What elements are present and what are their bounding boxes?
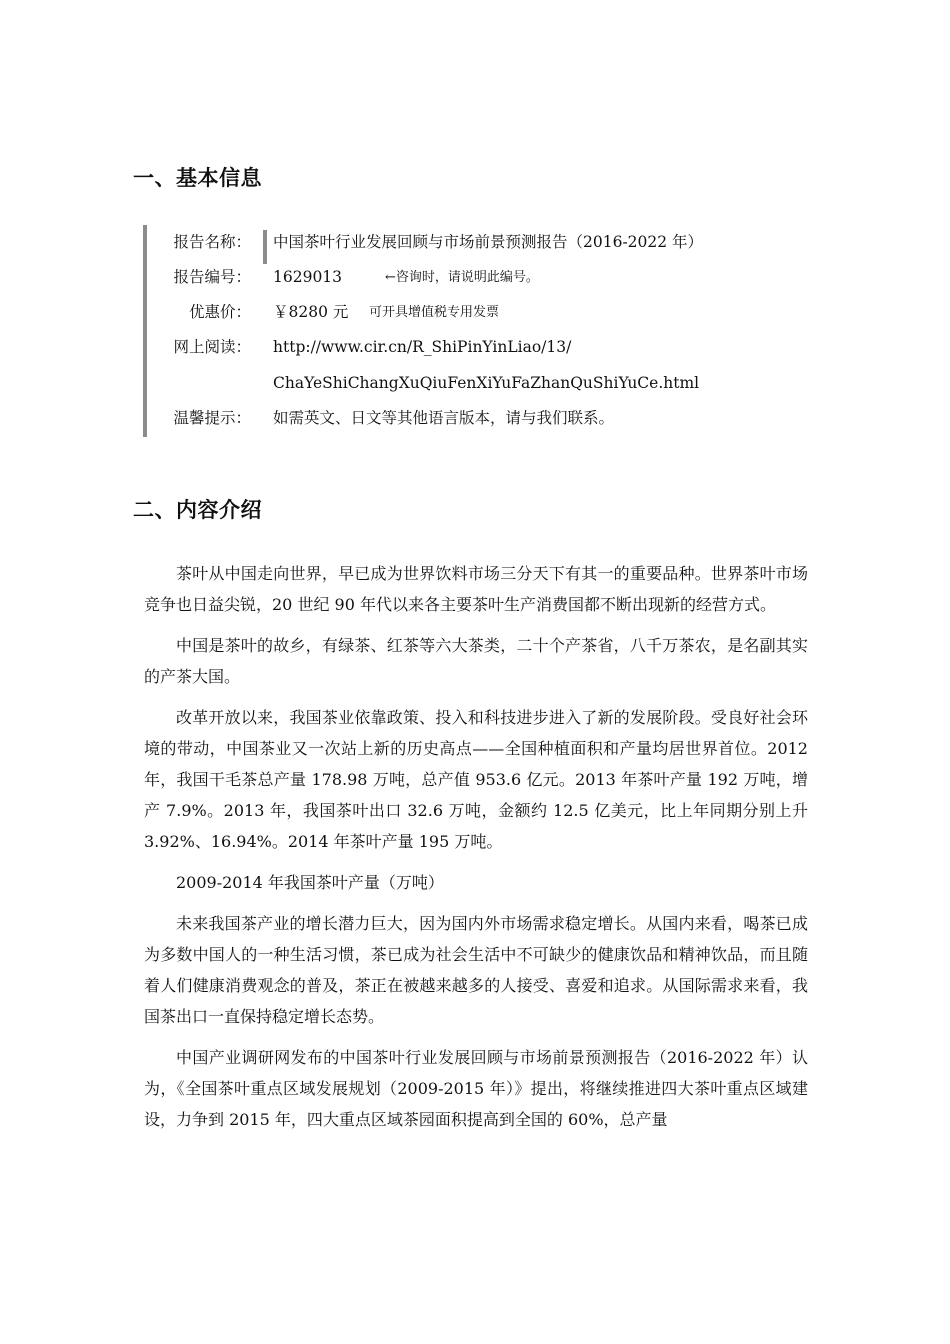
content-body [144, 558, 808, 1145]
price-value: ￥8280 元 [273, 303, 349, 321]
section-title-content-intro: 二、内容介绍 [133, 498, 262, 522]
paragraph-4: 未来我国茶产业的增长潜力巨大，因为国内外市场需求稳定增长。从国内来看，喝茶已成为多数中国人的一种生活习惯，茶已成为社会生活中不可缺少的健康饮品和精神饮品，而且随着人们健康消费观念的普及，茶正在被越来越多的人接受、喜爱和追求。从国际需求来看，我国茶出口一直保持稳定增长态势。 [144, 914, 808, 1026]
price-label: 优惠价： [188, 303, 251, 321]
tip-label: 温馨提示： [173, 409, 251, 427]
basic-info-box [143, 225, 787, 437]
report-name-value: 中国茶叶行业发展回顾与市场前景预测报告（2016-2022 年） [273, 233, 704, 251]
paragraph-3: 改革开放以来，我国茶业依靠政策、投入和科技进步进入了新的发展阶段。受良好社会环境的带动，中国茶业又一次站上新的历史高点——全国种植面积和产量均居世界首位。2012 年，我国干毛茶总产量 178.98 万吨，总产值 953.6 亿元。2013 年茶叶产量 192 万吨，增产 7.9%。2013 年，我国茶叶出口 32.6 万吨，金额约 12.5 亿美元，比上年同期分别上升 3.92%、16.94%。2014 年茶叶产量 195 万吨。 [144, 708, 808, 851]
section-title-basic-info: 一、基本信息 [133, 166, 262, 190]
report-number-label: 报告编号： [173, 268, 251, 286]
paragraph-1: 茶叶从中国走向世界，早已成为世界饮料市场三分天下有其一的重要品种。世界茶叶市场竞争也日益尖锐，20 世纪 90 年代以来各主要茶叶生产消费国都不断出现新的经营方式。 [144, 564, 808, 614]
report-number-note: ←咨询时，请说明此编号。 [385, 270, 539, 285]
online-read-label: 网上阅读： [173, 338, 251, 356]
online-read-url-line2[interactable]: ChaYeShiChangXuQiuFenXiYuFaZhanQuShiYuCe.html [273, 374, 700, 392]
figure-caption: 2009-2014 年我国茶叶产量（万吨） [176, 873, 444, 892]
value-accent-bar [263, 230, 267, 264]
online-read-url-line1[interactable]: http://www.cir.cn/R_ShiPinYinLiao/13/ [273, 338, 572, 356]
report-name-label: 报告名称： [173, 233, 251, 251]
tip-value: 如需英文、日文等其他语言版本，请与我们联系。 [273, 409, 615, 427]
report-number-value: 1629013 [273, 268, 343, 286]
paragraph-2: 中国是茶叶的故乡，有绿茶、红茶等六大茶类，二十个产茶省，八千万茶农，是名副其实的产茶大国。 [144, 636, 808, 686]
invoice-note: 可开具增值税专用发票 [369, 305, 500, 320]
paragraph-5: 中国产业调研网发布的中国茶叶行业发展回顾与市场前景预测报告（2016-2022 年）认为，《全国茶叶重点区域发展规划（2009-2015 年）》提出，将继续推进四大茶叶重点区域建设，力争到 2015 年，四大重点区域茶园面积提高到全国的 60%，总产量 [144, 1048, 808, 1129]
